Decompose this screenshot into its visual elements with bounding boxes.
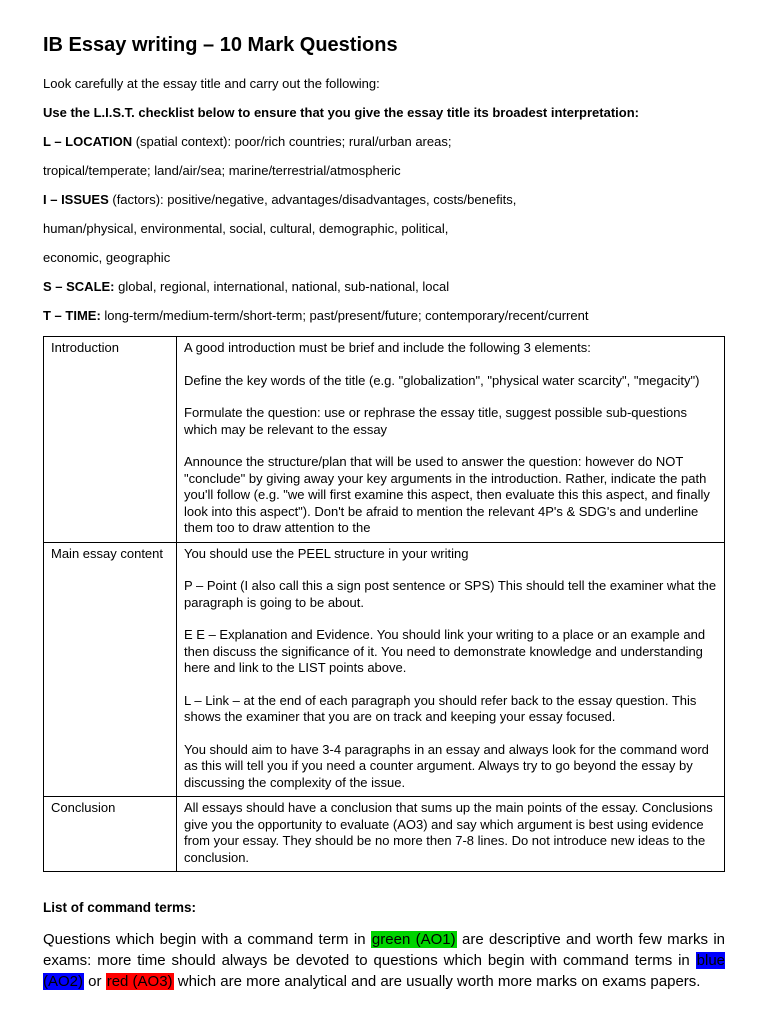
cell-paragraph: You should use the PEEL structure in your writing [184,545,469,561]
list-line-issues-key: I – ISSUES [43,192,109,207]
cell-paragraph: P – Point (I also call this a sign post sentence or SPS) This should tell the examiner what the paragraph is going to be about. [184,578,717,610]
command-terms-paragraph [43,929,725,992]
row-content-main-content [177,542,725,797]
list-line-issues-cont-1-text: human/physical, environmental, social, cultural, demographic, political, [43,221,449,236]
essay-structure-table [43,336,725,872]
document-title: IB Essay writing – 10 Mark Questions [43,34,398,56]
cell-paragraph: All essays should have a conclusion that sums up the main points of the essay. Conclusions give you the opportunity to evaluate (AO3) and say which argument is best using evidence from your essay. They should be no more then 7-8 lines. Do not introduce new ideas to the conclusion. [184,800,713,865]
text-segment: which are more analytical and are usually worth more marks on exams papers. [173,973,701,990]
list-line-scale-key: S – SCALE: [43,279,115,294]
row-label-main-content: Main essay content [44,542,177,797]
intro-paragraph: Look carefully at the essay title and carry out the following: [43,76,380,91]
list-line-issues-cont-1 [43,220,725,237]
list-line-issues [43,191,725,208]
list-line-scale [43,278,725,295]
list-line-location-key: L – LOCATION [43,134,133,149]
command-terms-header: List of command terms: [43,900,197,915]
cell-paragraph: Formulate the question: use or rephrase the essay title, suggest possible sub-questions which may be relevant to the essay [184,405,687,437]
table-row-main-content [44,542,725,797]
cell-paragraph: You should aim to have 3-4 paragraphs in an essay and always look for the command word as this will tell you if you need a counter argument. Always try to go beyond the essay by discussing the complexity of the issue. [184,741,709,790]
table-row-introduction [44,337,725,543]
list-line-issues-cont-2 [43,249,725,266]
list-line-time [43,307,725,324]
list-line-time-text: long-term/medium-term/short-term; past/present/future; contemporary/recent/current [100,308,589,323]
table-row-conclusion [44,797,725,872]
text-segment: Questions which begin with a command term in [43,931,371,948]
highlight-green-ao1: green (AO1) [371,931,456,948]
row-content-introduction [177,337,725,543]
list-line-location-cont-text: tropical/temperate; land/air/sea; marine/terrestrial/atmospheric [43,163,401,178]
list-line-location-cont [43,162,725,179]
text-segment: are descriptive and worth few marks in exams: more time should always be devoted to questions which begin with command terms in [43,931,725,969]
row-content-conclusion [177,797,725,872]
cell-paragraph: E E – Explanation and Evidence. You should link your writing to a place or an example and then discuss the significance of it. You need to demonstrate knowledge and understanding here and link to the LIST points above. [184,627,706,675]
cell-paragraph: L – Link – at the end of each paragraph you should refer back to the essay question. This shows the examiner that you are on track and keeping your essay focused. [184,692,697,724]
cell-paragraph: A good introduction must be brief and include the following 3 elements: [184,340,591,355]
cell-paragraph: Announce the structure/plan that will be used to answer the question: however do NOT "conclude" by giving away your key arguments in the introduction. Rather, indicate the path you'll follow (e.g. "we will first examine this aspect, then evaluate this this aspect, and finally look into this aspect"). Don't be afraid to mention the relevant 4P's & SDG's and underline them too to draw attention to the [184,454,710,535]
highlight-red-ao3: red (AO3) [106,973,173,990]
list-line-location [43,133,725,150]
list-line-location-text: (spatial context): poor/rich countries; rural/urban areas; [132,134,452,149]
list-line-issues-text: (factors): positive/negative, advantages/disadvantages, costs/benefits, [108,192,517,207]
list-line-issues-cont-2-text: economic, geographic [43,250,171,265]
list-line-scale-text: global, regional, international, national, sub-national, local [114,279,450,294]
text-segment: or [84,973,106,990]
checklist-header: Use the L.I.S.T. checklist below to ensure that you give the essay title its broadest interpretation: [43,105,639,120]
row-label-introduction: Introduction [44,337,177,543]
row-label-conclusion: Conclusion [44,797,177,872]
highlight-blue-ao2: blue (AO2) [43,952,725,990]
list-line-time-key: T – TIME: [43,308,101,323]
cell-paragraph: Define the key words of the title (e.g. "globalization", "physical water scarcity", "megacity") [184,372,700,388]
